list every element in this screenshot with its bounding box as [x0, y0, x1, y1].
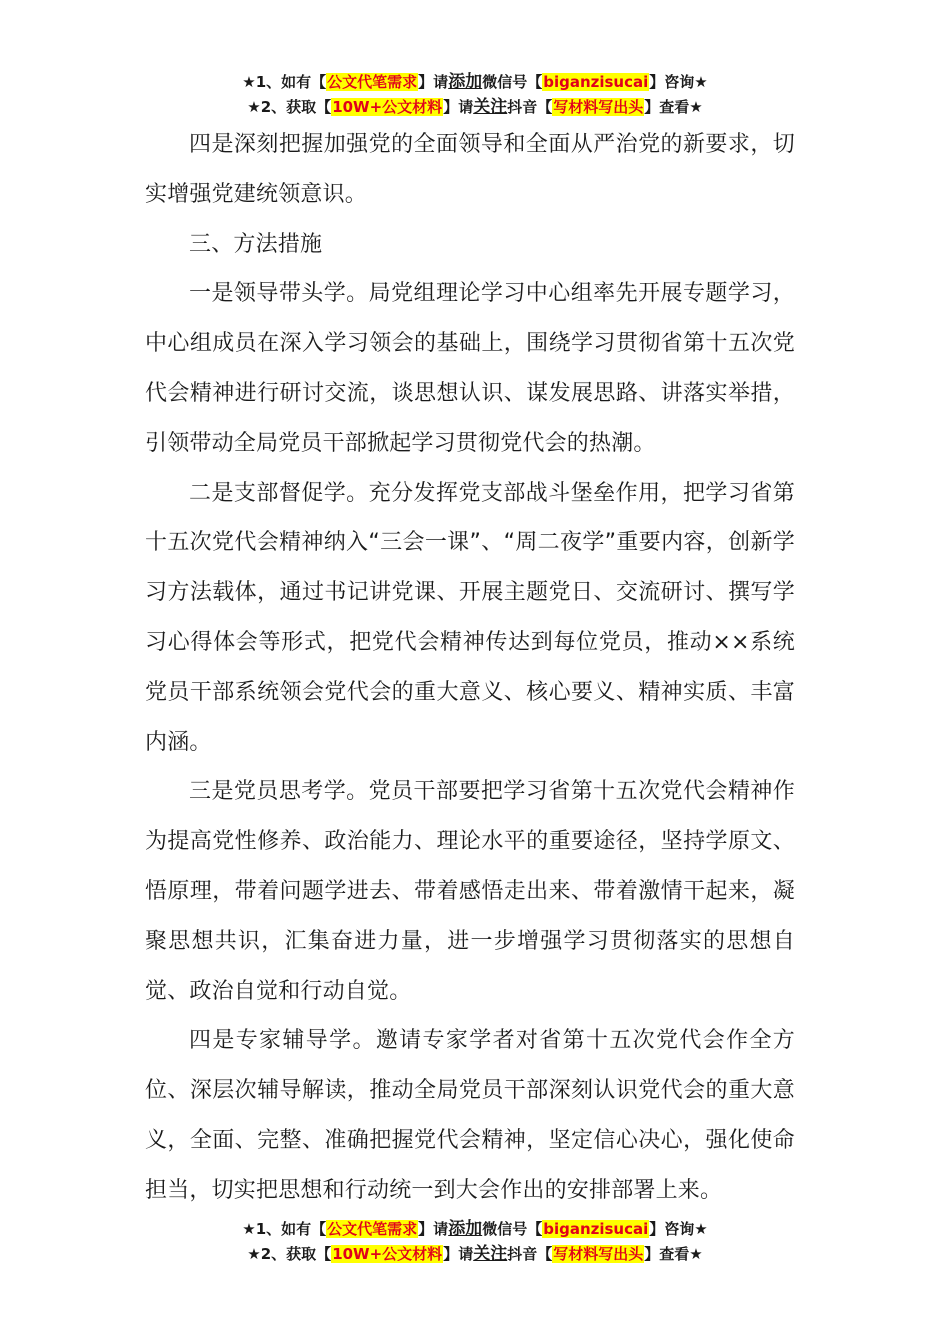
- paragraph-expert-learn: 四是专家辅导学。邀请专家学者对省第十五次党代会作全方位、深层次辅导解读，推动全局党员干部深刻认识党代会的重大意义，全面、完整、准确把握党代会精神，坚定信心决心，强化使命担当，切实把思想和行动统一到大会作出的安排部署上来。: [145, 1028, 795, 1203]
- document-body: [145, 120, 795, 1216]
- ad-text: ★1、如有【: [242, 1220, 327, 1238]
- wechat-id-highlight: biganzisucai: [543, 1220, 649, 1238]
- ad-highlight: 公文代笔需求: [327, 1220, 418, 1238]
- section-heading-methods: 三、方法措施: [189, 231, 323, 257]
- ad-text: 】请: [443, 1245, 474, 1263]
- ad-emphasis: 关注: [473, 97, 508, 117]
- ad-text: ★2、获取【: [247, 1245, 332, 1263]
- ad-text: ★1、如有【: [242, 73, 327, 91]
- ad-text: 微信号【: [482, 1220, 543, 1238]
- ad-text: 】请: [418, 1220, 449, 1238]
- paragraph-leaders-learn: 一是领导带头学。局党组理论学习中心组率先开展专题学习，中心组成员在深入学习领会的基础上，围绕学习贯彻省第十五次党代会精神进行研讨交流，谈思想认识、谋发展思路、讲落实举措，引领带动全局党员干部掀起学习贯彻党代会的热潮。: [145, 281, 795, 456]
- ad-line-2: [0, 95, 950, 120]
- paragraph-branch-learn: 二是支部督促学。充分发挥党支部战斗堡垒作用，把学习省第十五次党代会精神纳入“三会一课”、“周二夜学”重要内容，创新学习方法载体，通过书记讲党课、开展主题党日、交流研讨、撰写学习心得体会等形式，把党代会精神传达到每位党员，推动××系统党员干部系统领会党代会的重大意义、核心要义、精神实质、丰富内涵。: [145, 480, 795, 755]
- ad-highlight: 10W+公文材料: [332, 1245, 443, 1263]
- header-ad-banner: [0, 70, 950, 120]
- ad-text: 抖音【: [507, 1245, 553, 1263]
- ad-line-2: [0, 1242, 950, 1267]
- ad-text: 】请: [443, 98, 474, 116]
- wechat-id-highlight: biganzisucai: [543, 73, 649, 91]
- paragraph-point-four: 四是深刻把握加强党的全面领导和全面从严治党的新要求，切实增强党建统领意识。: [145, 132, 795, 207]
- ad-line-1: [0, 1217, 950, 1242]
- douyin-id-highlight: 写材料写出头: [553, 1245, 644, 1263]
- ad-text: 抖音【: [507, 98, 553, 116]
- ad-text: 】查看★: [644, 98, 703, 116]
- paragraph-members-learn: 三是党员思考学。党员干部要把学习省第十五次党代会精神作为提高党性修养、政治能力、理论水平的重要途径，坚持学原文、悟原理，带着问题学进去、带着感悟走出来、带着激情干起来，凝聚思想共识，汇集奋进力量，进一步增强学习贯彻落实的思想自觉、政治自觉和行动自觉。: [145, 779, 795, 1004]
- ad-text: 微信号【: [482, 73, 543, 91]
- ad-emphasis: 添加: [448, 72, 483, 92]
- ad-text: 】咨询★: [649, 73, 708, 91]
- ad-text: 】咨询★: [649, 1220, 708, 1238]
- ad-highlight: 10W+公文材料: [332, 98, 443, 116]
- ad-text: 】请: [418, 73, 449, 91]
- ad-text: 】查看★: [644, 1245, 703, 1263]
- ad-emphasis: 添加: [448, 1219, 483, 1239]
- ad-line-1: [0, 70, 950, 95]
- douyin-id-highlight: 写材料写出头: [553, 98, 644, 116]
- ad-emphasis: 关注: [473, 1244, 508, 1264]
- ad-text: ★2、获取【: [247, 98, 332, 116]
- footer-ad-banner: [0, 1217, 950, 1267]
- ad-highlight: 公文代笔需求: [327, 73, 418, 91]
